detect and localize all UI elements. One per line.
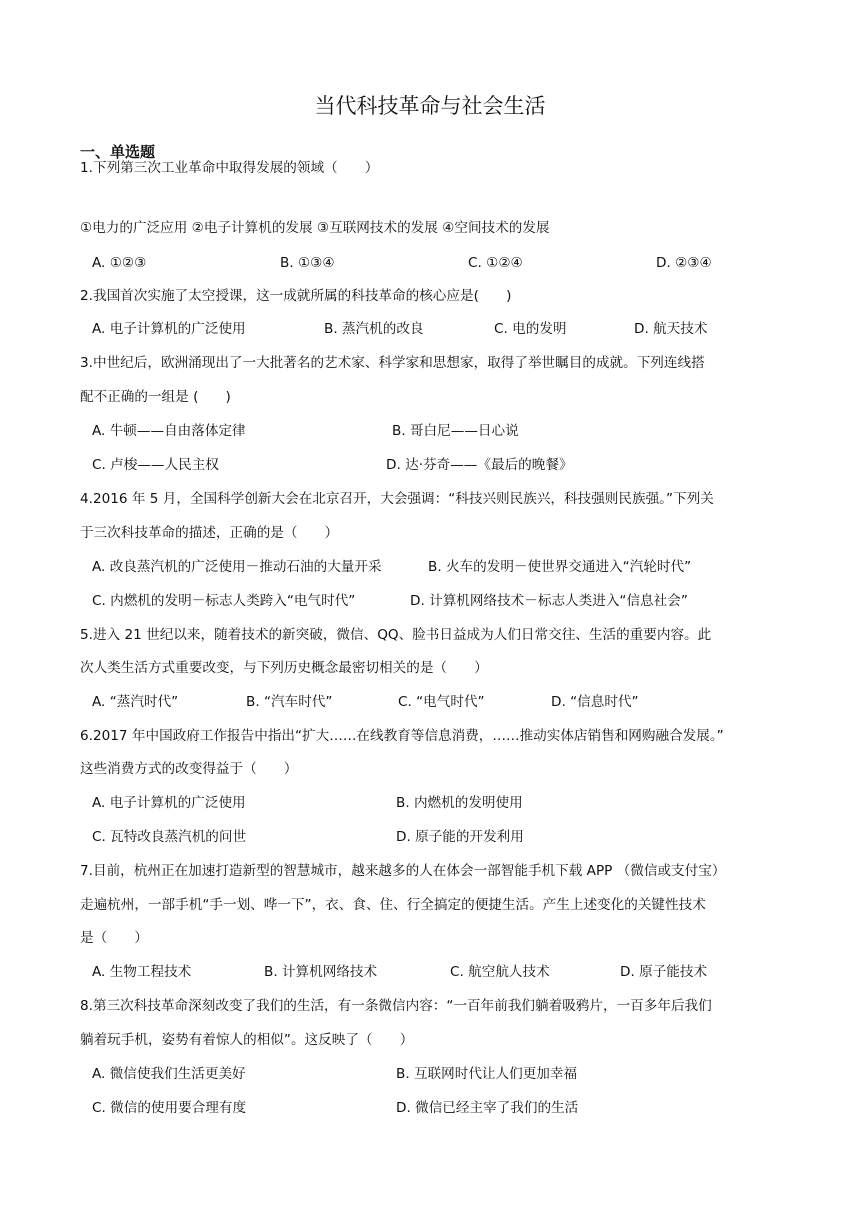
question-4-option-c: C. 内燃机的发明－标志人类跨入“电气时代” <box>92 593 356 609</box>
question-4-stem-line-1: 4.2016 年 5 月，全国科学创新大会在北京召开，大会强调：“科技兴则民族兴，科技强则民族强。”下列关 <box>80 491 714 507</box>
question-7-stem-line-3: 是（ ） <box>80 930 148 946</box>
question-1-option-a: A. ①②③ <box>92 255 147 271</box>
question-8-stem-line-1: 8.第三次科技革命深刻改变了我们的生活，有一条微信内容：“一百年前我们躺着吸鸦片，一百多年后我们 <box>80 998 712 1014</box>
question-5-option-a: A. “蒸汽时代” <box>92 694 179 710</box>
question-4-stem-line-2: 于三次科技革命的描述，正确的是（ ） <box>80 525 339 541</box>
question-3-option-a: A. 牛顿——自由落体定律 <box>92 423 246 439</box>
question-6-stem-line-1: 6.2017 年中国政府工作报告中指出“扩大……在线教育等信息消费，……推动实体店销售和网购融合发展。” <box>80 728 724 744</box>
question-1-stem-line-2: ①电力的广泛应用 ②电子计算机的发展 ③互联网技术的发展 ④空间技术的发展 <box>80 220 550 236</box>
question-8-option-c: C. 微信的使用要合理有度 <box>92 1100 247 1116</box>
question-5-stem-line-2: 次人类生活方式重要改变，与下列历史概念最密切相关的是（ ） <box>80 660 488 676</box>
question-1-stem-line-1: 1.下列第三次工业革命中取得发展的领域（ ） <box>80 160 379 176</box>
question-5-option-d: D. “信息时代” <box>551 694 639 710</box>
question-7-stem-line-2: 走遍杭州，一部手机“手一划、哗一下”，衣、食、住、行全搞定的便捷生活。产生上述变化的关键性技术 <box>80 897 706 913</box>
question-8-option-a: A. 微信使我们生活更美好 <box>92 1066 246 1082</box>
question-1-option-b: B. ①③④ <box>280 255 335 271</box>
question-8-option-d: D. 微信已经主宰了我们的生活 <box>396 1100 579 1116</box>
question-7-stem-line-1: 7.目前，杭州正在加速打造新型的智慧城市，越来越多的人在体会一部智能手机下载 APP （微信或支付宝） <box>80 863 726 879</box>
question-6-option-d: D. 原子能的开发利用 <box>396 829 524 845</box>
question-7-option-b: B. 计算机网络技术 <box>264 964 378 980</box>
question-2-option-c: C. 电的发明 <box>494 321 567 337</box>
question-7-option-a: A. 生物工程技术 <box>92 964 192 980</box>
question-2-option-b: B. 蒸汽机的改良 <box>324 321 424 337</box>
page-title: 当代科技革命与社会生活 <box>314 94 546 118</box>
question-4-option-b: B. 火车的发明－使世界交通进入“汽轮时代” <box>428 559 692 575</box>
question-2-option-d: D. 航天技术 <box>634 321 708 337</box>
question-6-option-b: B. 内燃机的发明使用 <box>396 795 523 811</box>
question-6-option-a: A. 电子计算机的广泛使用 <box>92 795 246 811</box>
question-3-option-c: C. 卢梭——人民主权 <box>92 457 219 473</box>
question-4-option-d: D. 计算机网络技术－标志人类进入“信息社会” <box>410 593 688 609</box>
question-1-option-c: C. ①②④ <box>468 255 523 271</box>
section-heading: 一、单选题 <box>80 143 156 161</box>
question-2-stem-line-1: 2.我国首次实施了太空授课，这一成就所属的科技革命的核心应是( ) <box>80 288 512 304</box>
question-3-stem-line-1: 3.中世纪后，欧洲涌现出了一大批著名的艺术家、科学家和思想家，取得了举世瞩目的成就。下列连线搭 <box>80 355 705 371</box>
question-7-option-c: C. 航空航人技术 <box>450 964 550 980</box>
question-5-stem-line-1: 5.进入 21 世纪以来，随着技术的新突破，微信、QQ、脸书日益成为人们日常交往、生活的重要内容。此 <box>80 627 712 643</box>
question-8-stem-line-2: 躺着玩手机，姿势有着惊人的相似”。这反映了（ ） <box>80 1032 414 1048</box>
question-6-option-c: C. 瓦特改良蒸汽机的问世 <box>92 829 247 845</box>
question-6-stem-line-2: 这些消费方式的改变得益于（ ） <box>80 761 298 777</box>
question-8-option-b: B. 互联网时代让人们更加幸福 <box>396 1066 578 1082</box>
question-5-option-c: C. “电气时代” <box>398 694 485 710</box>
question-1-option-d: D. ②③④ <box>656 255 712 271</box>
question-4-option-a: A. 改良蒸汽机的广泛使用－推动石油的大量开采 <box>92 559 382 575</box>
question-2-option-a: A. 电子计算机的广泛使用 <box>92 321 246 337</box>
question-3-stem-line-2: 配不正确的一组是 ( ) <box>80 389 231 405</box>
question-3-option-b: B. 哥白尼——日心说 <box>392 423 519 439</box>
question-7-option-d: D. 原子能技术 <box>620 964 708 980</box>
question-3-option-d: D. 达·芬奇——《最后的晚餐》 <box>386 457 573 473</box>
question-5-option-b: B. “汽车时代” <box>246 694 333 710</box>
